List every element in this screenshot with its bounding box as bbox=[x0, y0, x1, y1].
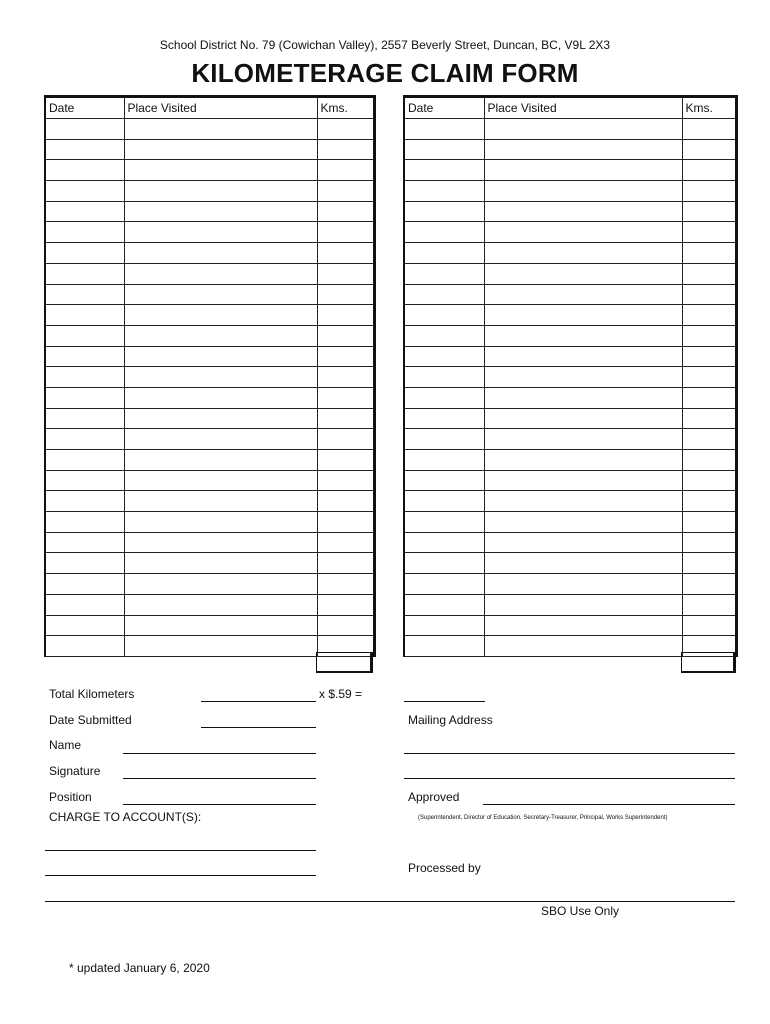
log-row bbox=[45, 243, 374, 264]
log-row bbox=[404, 181, 736, 202]
date-cell[interactable] bbox=[404, 594, 484, 615]
kms-cell[interactable] bbox=[317, 594, 374, 615]
updated-note: * updated January 6, 2020 bbox=[69, 961, 210, 975]
place-cell[interactable] bbox=[484, 532, 682, 553]
approved-field[interactable] bbox=[483, 804, 735, 805]
date-cell[interactable] bbox=[404, 512, 484, 533]
kms-cell[interactable] bbox=[682, 160, 736, 181]
place-cell[interactable] bbox=[124, 636, 317, 657]
date-cell[interactable] bbox=[45, 325, 124, 346]
place-cell[interactable] bbox=[484, 325, 682, 346]
log-row bbox=[404, 119, 736, 140]
left-total-kms-box[interactable] bbox=[316, 652, 373, 673]
log-row bbox=[45, 263, 374, 284]
log-row bbox=[404, 450, 736, 471]
log-row bbox=[45, 491, 374, 512]
right-log-header bbox=[404, 97, 736, 119]
mailing-address-field-2[interactable] bbox=[404, 778, 735, 779]
place-cell[interactable] bbox=[124, 553, 317, 574]
col-kms: Kms. bbox=[682, 97, 736, 119]
date-cell[interactable] bbox=[404, 367, 484, 388]
kms-cell[interactable] bbox=[682, 491, 736, 512]
kms-cell[interactable] bbox=[682, 181, 736, 202]
date-cell[interactable] bbox=[404, 305, 484, 326]
date-cell[interactable] bbox=[404, 615, 484, 636]
kms-cell[interactable] bbox=[682, 305, 736, 326]
date-cell[interactable] bbox=[45, 553, 124, 574]
log-row bbox=[45, 408, 374, 429]
mailing-address-field-1[interactable] bbox=[404, 753, 735, 754]
date-cell[interactable] bbox=[45, 532, 124, 553]
place-cell[interactable] bbox=[484, 574, 682, 595]
log-row bbox=[45, 181, 374, 202]
log-row bbox=[404, 160, 736, 181]
date-cell[interactable] bbox=[404, 284, 484, 305]
date-cell[interactable] bbox=[404, 470, 484, 491]
date-cell[interactable] bbox=[404, 553, 484, 574]
log-row bbox=[45, 387, 374, 408]
place-cell[interactable] bbox=[484, 594, 682, 615]
place-cell[interactable] bbox=[484, 429, 682, 450]
log-row bbox=[404, 615, 736, 636]
place-cell[interactable] bbox=[124, 512, 317, 533]
date-cell[interactable] bbox=[45, 139, 124, 160]
place-cell[interactable] bbox=[124, 222, 317, 243]
kms-cell[interactable] bbox=[682, 119, 736, 140]
account-field-2[interactable] bbox=[45, 875, 316, 876]
place-cell[interactable] bbox=[484, 387, 682, 408]
log-row bbox=[45, 532, 374, 553]
log-row bbox=[45, 284, 374, 305]
date-cell[interactable] bbox=[45, 222, 124, 243]
date-cell[interactable] bbox=[45, 429, 124, 450]
place-cell[interactable] bbox=[124, 305, 317, 326]
date-submitted-field[interactable] bbox=[201, 727, 316, 728]
left-log-table bbox=[44, 95, 376, 657]
date-cell[interactable] bbox=[404, 450, 484, 471]
date-cell[interactable] bbox=[45, 263, 124, 284]
log-row bbox=[404, 222, 736, 243]
mailing-address-label: Mailing Address bbox=[408, 713, 493, 727]
date-cell[interactable] bbox=[404, 429, 484, 450]
kms-cell[interactable] bbox=[682, 387, 736, 408]
approved-note: (Superintendent, Director of Education, Secretary-Treasurer, Principal, Works Superintendent) bbox=[418, 815, 668, 821]
place-cell[interactable] bbox=[484, 222, 682, 243]
kms-cell[interactable] bbox=[682, 553, 736, 574]
sbo-label: SBO Use Only bbox=[541, 904, 620, 918]
kms-cell[interactable] bbox=[317, 222, 374, 243]
date-cell[interactable] bbox=[404, 160, 484, 181]
date-cell[interactable] bbox=[45, 346, 124, 367]
place-cell[interactable] bbox=[124, 367, 317, 388]
place-cell[interactable] bbox=[484, 450, 682, 471]
log-row bbox=[404, 284, 736, 305]
col-place: Place Visited bbox=[124, 97, 317, 119]
kms-cell[interactable] bbox=[317, 263, 374, 284]
kms-cell[interactable] bbox=[682, 346, 736, 367]
date-cell[interactable] bbox=[45, 636, 124, 657]
left-log-header bbox=[45, 97, 374, 119]
total-km-label: Total Kilometers bbox=[49, 687, 135, 701]
col-date: Date bbox=[45, 97, 124, 119]
place-cell[interactable] bbox=[484, 201, 682, 222]
log-row bbox=[404, 387, 736, 408]
sbo-divider bbox=[45, 901, 735, 902]
date-cell[interactable] bbox=[404, 408, 484, 429]
kms-cell[interactable] bbox=[682, 429, 736, 450]
kms-cell[interactable] bbox=[317, 367, 374, 388]
kms-cell[interactable] bbox=[682, 615, 736, 636]
approved-label: Approved bbox=[408, 790, 460, 804]
place-cell[interactable] bbox=[484, 636, 682, 657]
signature-label: Signature bbox=[49, 764, 101, 778]
place-cell[interactable] bbox=[484, 139, 682, 160]
log-row bbox=[404, 470, 736, 491]
place-cell[interactable] bbox=[124, 532, 317, 553]
log-row bbox=[404, 491, 736, 512]
log-row bbox=[404, 201, 736, 222]
kms-cell[interactable] bbox=[317, 491, 374, 512]
kms-cell[interactable] bbox=[317, 243, 374, 264]
kms-cell[interactable] bbox=[317, 553, 374, 574]
place-cell[interactable] bbox=[124, 615, 317, 636]
date-cell[interactable] bbox=[45, 284, 124, 305]
rate-label: x $.59 = bbox=[319, 687, 363, 701]
kms-cell[interactable] bbox=[317, 429, 374, 450]
log-row bbox=[45, 553, 374, 574]
date-cell[interactable] bbox=[45, 615, 124, 636]
log-row bbox=[404, 553, 736, 574]
place-cell[interactable] bbox=[484, 346, 682, 367]
place-cell[interactable] bbox=[484, 160, 682, 181]
col-kms: Kms. bbox=[317, 97, 374, 119]
date-cell[interactable] bbox=[404, 139, 484, 160]
date-cell[interactable] bbox=[404, 387, 484, 408]
log-row bbox=[404, 139, 736, 160]
kms-cell[interactable] bbox=[682, 450, 736, 471]
place-cell[interactable] bbox=[484, 119, 682, 140]
place-cell[interactable] bbox=[124, 160, 317, 181]
kms-cell[interactable] bbox=[682, 470, 736, 491]
kms-cell[interactable] bbox=[317, 470, 374, 491]
log-row bbox=[45, 222, 374, 243]
place-cell[interactable] bbox=[124, 119, 317, 140]
position-field[interactable] bbox=[123, 804, 316, 805]
place-cell[interactable] bbox=[124, 346, 317, 367]
place-cell[interactable] bbox=[484, 615, 682, 636]
place-cell[interactable] bbox=[484, 491, 682, 512]
place-cell[interactable] bbox=[484, 284, 682, 305]
kms-cell[interactable] bbox=[317, 325, 374, 346]
place-cell[interactable] bbox=[124, 594, 317, 615]
date-cell[interactable] bbox=[404, 346, 484, 367]
place-cell[interactable] bbox=[484, 470, 682, 491]
name-field[interactable] bbox=[123, 753, 316, 754]
date-cell[interactable] bbox=[45, 160, 124, 181]
district-address: School District No. 79 (Cowichan Valley), 2557 Beverly Street, Duncan, BC, V9L 2X3 bbox=[159, 38, 611, 52]
col-place: Place Visited bbox=[484, 97, 682, 119]
kms-cell[interactable] bbox=[317, 346, 374, 367]
kms-cell[interactable] bbox=[317, 201, 374, 222]
kms-cell[interactable] bbox=[682, 325, 736, 346]
log-row bbox=[45, 615, 374, 636]
kms-cell[interactable] bbox=[317, 284, 374, 305]
date-cell[interactable] bbox=[45, 512, 124, 533]
date-cell[interactable] bbox=[45, 408, 124, 429]
place-cell[interactable] bbox=[124, 491, 317, 512]
kms-cell[interactable] bbox=[682, 574, 736, 595]
kms-cell[interactable] bbox=[317, 574, 374, 595]
kms-cell[interactable] bbox=[317, 450, 374, 471]
place-cell[interactable] bbox=[484, 553, 682, 574]
kms-cell[interactable] bbox=[682, 243, 736, 264]
kms-cell[interactable] bbox=[317, 181, 374, 202]
log-row bbox=[404, 594, 736, 615]
log-row bbox=[45, 367, 374, 388]
log-row bbox=[45, 160, 374, 181]
place-cell[interactable] bbox=[124, 429, 317, 450]
log-row bbox=[45, 325, 374, 346]
kms-cell[interactable] bbox=[682, 284, 736, 305]
log-row bbox=[404, 408, 736, 429]
log-row bbox=[45, 201, 374, 222]
date-cell[interactable] bbox=[404, 181, 484, 202]
log-row bbox=[404, 429, 736, 450]
place-cell[interactable] bbox=[124, 181, 317, 202]
kms-cell[interactable] bbox=[317, 532, 374, 553]
name-label: Name bbox=[49, 738, 82, 752]
log-row bbox=[45, 450, 374, 471]
date-cell[interactable] bbox=[404, 636, 484, 657]
place-cell[interactable] bbox=[484, 243, 682, 264]
place-cell[interactable] bbox=[124, 139, 317, 160]
log-row bbox=[45, 594, 374, 615]
place-cell[interactable] bbox=[124, 450, 317, 471]
date-cell[interactable] bbox=[45, 491, 124, 512]
place-cell[interactable] bbox=[124, 243, 317, 264]
claim-amount-field[interactable] bbox=[404, 701, 485, 702]
log-row bbox=[45, 139, 374, 160]
total-km-field[interactable] bbox=[201, 701, 316, 702]
log-row bbox=[404, 512, 736, 533]
place-cell[interactable] bbox=[124, 408, 317, 429]
kms-cell[interactable] bbox=[317, 305, 374, 326]
position-label: Position bbox=[49, 790, 92, 804]
log-row bbox=[45, 574, 374, 595]
kms-cell[interactable] bbox=[682, 222, 736, 243]
place-cell[interactable] bbox=[124, 284, 317, 305]
date-cell[interactable] bbox=[404, 574, 484, 595]
place-cell[interactable] bbox=[124, 574, 317, 595]
col-date: Date bbox=[404, 97, 484, 119]
date-cell[interactable] bbox=[404, 263, 484, 284]
kms-cell[interactable] bbox=[682, 139, 736, 160]
log-row bbox=[404, 325, 736, 346]
kms-cell[interactable] bbox=[317, 512, 374, 533]
kms-cell[interactable] bbox=[682, 408, 736, 429]
date-cell[interactable] bbox=[404, 222, 484, 243]
place-cell[interactable] bbox=[484, 367, 682, 388]
date-cell[interactable] bbox=[404, 491, 484, 512]
kms-cell[interactable] bbox=[317, 119, 374, 140]
kms-cell[interactable] bbox=[682, 263, 736, 284]
log-row bbox=[404, 263, 736, 284]
right-log-table bbox=[403, 95, 738, 657]
kms-cell[interactable] bbox=[317, 387, 374, 408]
kms-cell[interactable] bbox=[682, 594, 736, 615]
place-cell[interactable] bbox=[124, 201, 317, 222]
log-row bbox=[45, 429, 374, 450]
place-cell[interactable] bbox=[484, 263, 682, 284]
date-cell[interactable] bbox=[45, 181, 124, 202]
date-cell[interactable] bbox=[45, 305, 124, 326]
log-row bbox=[404, 243, 736, 264]
log-row bbox=[45, 119, 374, 140]
log-row bbox=[45, 346, 374, 367]
place-cell[interactable] bbox=[124, 263, 317, 284]
date-cell[interactable] bbox=[404, 532, 484, 553]
date-cell[interactable] bbox=[45, 201, 124, 222]
date-cell[interactable] bbox=[45, 594, 124, 615]
log-row bbox=[404, 574, 736, 595]
date-cell[interactable] bbox=[45, 450, 124, 471]
account-field-1[interactable] bbox=[45, 850, 316, 851]
date-cell[interactable] bbox=[404, 119, 484, 140]
date-cell[interactable] bbox=[45, 387, 124, 408]
kms-cell[interactable] bbox=[682, 367, 736, 388]
kms-cell[interactable] bbox=[317, 160, 374, 181]
place-cell[interactable] bbox=[124, 387, 317, 408]
log-row bbox=[404, 305, 736, 326]
place-cell[interactable] bbox=[484, 181, 682, 202]
kms-cell[interactable] bbox=[682, 201, 736, 222]
place-cell[interactable] bbox=[124, 325, 317, 346]
place-cell[interactable] bbox=[484, 512, 682, 533]
place-cell[interactable] bbox=[124, 470, 317, 491]
kms-cell[interactable] bbox=[317, 615, 374, 636]
date-cell[interactable] bbox=[45, 470, 124, 491]
date-cell[interactable] bbox=[45, 119, 124, 140]
log-row bbox=[404, 532, 736, 553]
charge-to-label: CHARGE TO ACCOUNT(S): bbox=[49, 810, 202, 824]
date-cell[interactable] bbox=[45, 367, 124, 388]
processed-by-label: Processed by bbox=[408, 861, 481, 875]
date-cell[interactable] bbox=[45, 574, 124, 595]
date-cell[interactable] bbox=[45, 243, 124, 264]
right-total-kms-box[interactable] bbox=[681, 652, 736, 673]
log-row bbox=[45, 305, 374, 326]
log-row bbox=[45, 470, 374, 491]
place-cell[interactable] bbox=[484, 305, 682, 326]
signature-field[interactable] bbox=[123, 778, 316, 779]
log-row bbox=[404, 367, 736, 388]
kms-cell[interactable] bbox=[317, 408, 374, 429]
log-row bbox=[45, 512, 374, 533]
date-cell[interactable] bbox=[404, 325, 484, 346]
date-submitted-label: Date Submitted bbox=[49, 713, 132, 727]
place-cell[interactable] bbox=[484, 408, 682, 429]
kms-cell[interactable] bbox=[317, 139, 374, 160]
form-title: KILOMETERAGE CLAIM FORM bbox=[191, 58, 579, 88]
kms-cell[interactable] bbox=[682, 512, 736, 533]
date-cell[interactable] bbox=[404, 201, 484, 222]
kms-cell[interactable] bbox=[682, 532, 736, 553]
date-cell[interactable] bbox=[404, 243, 484, 264]
log-row bbox=[404, 346, 736, 367]
